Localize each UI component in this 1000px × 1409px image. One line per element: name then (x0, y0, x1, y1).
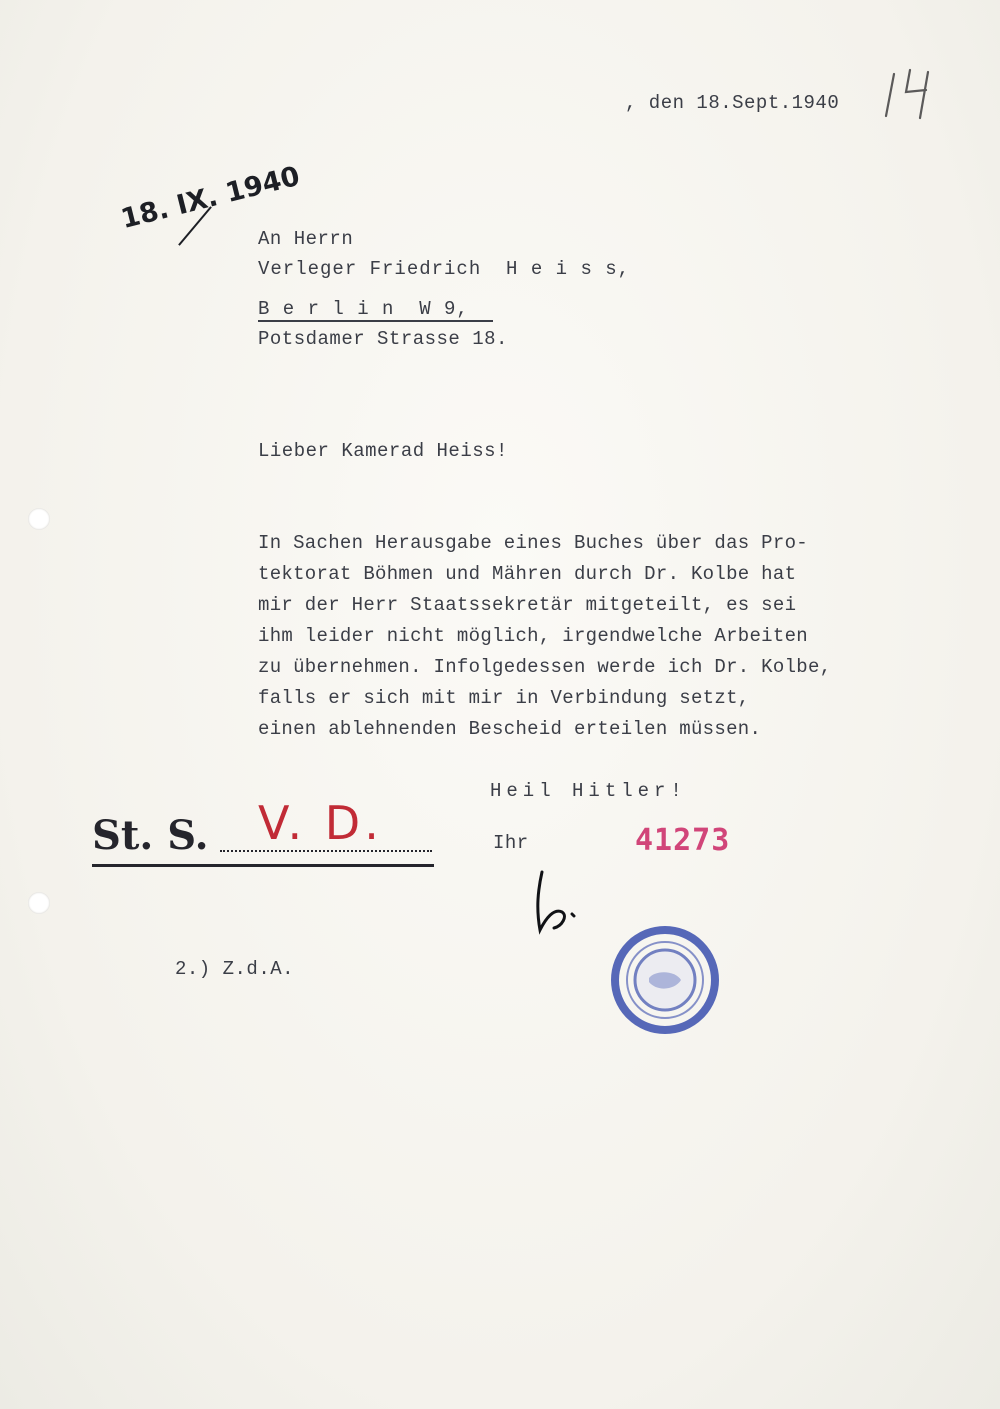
recipient-line-2: Verleger Friedrich H e i s s, (258, 258, 631, 280)
recipient-city: B e r l i n W 9, (258, 298, 469, 320)
file-note: 2.) Z.d.A. (175, 958, 295, 980)
received-date-stamp: 18. IX. 1940 (118, 160, 303, 236)
punch-hole-top (28, 508, 50, 530)
blue-seal-icon (605, 920, 725, 1040)
body-line: tektorat Böhmen und Mähren durch Dr. Kolbe hat (258, 563, 797, 585)
body-line: einen ablehnenden Bescheid erteilen müssen. (258, 718, 762, 740)
body-line: ihm leider nicht möglich, irgendwelche Arbeiten (258, 625, 808, 647)
office-stamp: St. S. (92, 812, 209, 859)
office-stamp-rule (92, 864, 434, 867)
handwritten-red-initials: V. D. (258, 796, 383, 850)
body-line: In Sachen Herausgabe eines Buches über das Pro- (258, 532, 808, 554)
salutation: Lieber Kamerad Heiss! (258, 440, 508, 462)
letter-date: , den 18.Sept.1940 (625, 92, 840, 114)
body-line: zu übernehmen. Infolgedessen werde ich Dr. Kolbe, (258, 656, 832, 678)
recipient-line-1: An Herrn (258, 228, 354, 250)
closing-greeting: Heil Hitler! (490, 780, 687, 802)
city-underline (258, 320, 493, 322)
body-line: falls er sich mit mir in Verbindung setzt, (258, 687, 750, 709)
sign-off: Ihr (493, 832, 529, 854)
signature-initial-icon (528, 868, 598, 938)
handwritten-page-number (880, 62, 950, 122)
office-stamp-dotted-line (220, 850, 432, 852)
body-line: mir der Herr Staatssekretär mitgeteilt, es sei (258, 594, 797, 616)
recipient-street: Potsdamer Strasse 18. (258, 328, 508, 350)
red-registration-number: 41273 (635, 823, 731, 858)
punch-hole-bottom (28, 892, 50, 914)
